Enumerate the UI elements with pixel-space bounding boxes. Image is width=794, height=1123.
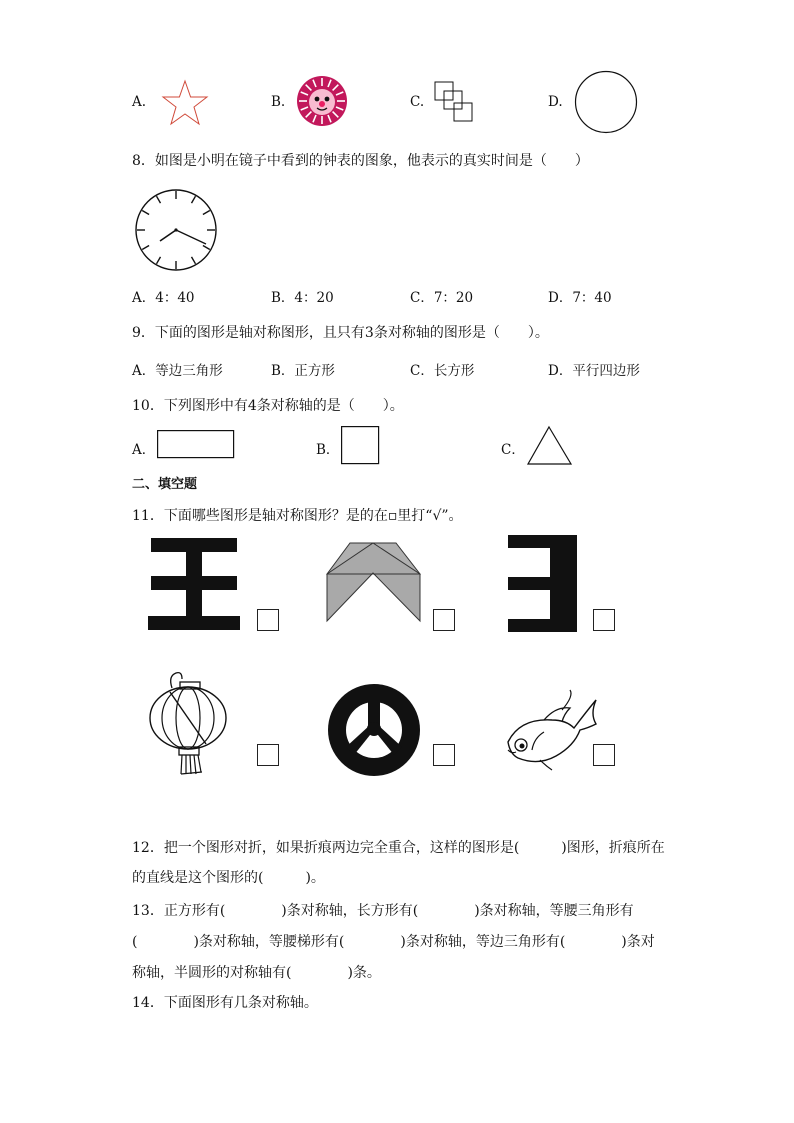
wang-character-figure xyxy=(148,538,240,632)
q9-option-b: B．正方形 xyxy=(271,363,335,379)
q11-checkbox-6[interactable] xyxy=(593,744,615,766)
q9-option-d: D．平行四边形 xyxy=(548,363,640,379)
q11-checkbox-3[interactable] xyxy=(593,609,615,631)
rectangle-icon xyxy=(157,430,235,460)
q11-checkbox-4[interactable] xyxy=(257,744,279,766)
q11-checkbox-1[interactable] xyxy=(257,609,279,631)
lantern-figure xyxy=(146,670,236,778)
question-12-line-1: 12．把一个图形对折，如果折痕两边完全重合，这样的图形是( )图形，折痕所在 xyxy=(132,840,665,856)
q10-option-a: A． xyxy=(132,442,156,458)
q11-checkbox-5[interactable] xyxy=(433,744,455,766)
q7-option-d-label: D. xyxy=(548,94,563,110)
q7-option-b-label: B. xyxy=(271,94,286,110)
square-icon xyxy=(341,426,381,466)
question-11-text: 11．下面哪些图形是轴对称图形？是的在▫里打“√”。 xyxy=(132,508,463,524)
triangle-icon xyxy=(527,426,573,466)
peace-wheel-figure xyxy=(326,683,424,777)
circle-icon xyxy=(574,70,638,134)
q10-option-c: C． xyxy=(501,442,525,458)
question-9-text: 9．下面的图形是轴对称图形，且只有3条对称轴的图形是（ ）。 xyxy=(132,325,549,341)
question-10-text: 10．下列图形中有4条对称轴的是（ ）。 xyxy=(132,398,404,414)
star-icon xyxy=(160,79,210,127)
question-12-line-2: 的直线是这个图形的( )。 xyxy=(132,870,325,886)
reversed-e-figure xyxy=(508,535,578,633)
q10-option-b: B． xyxy=(316,442,340,458)
q9-option-a: A．等边三角形 xyxy=(132,363,223,379)
section-title: 二、填空题 xyxy=(132,477,198,492)
q7-option-c-label: C. xyxy=(410,94,425,110)
fish-figure xyxy=(504,690,602,770)
q7-option-a-label: A. xyxy=(132,94,147,110)
overlapping-squares-icon xyxy=(434,81,476,125)
q8-option-b: B．4：20 xyxy=(271,290,334,306)
question-13-line-1: 13．正方形有( )条对称轴，长方形有( )条对称轴，等腰三角形有 xyxy=(132,903,634,919)
q9-option-c: C．长方形 xyxy=(410,363,475,379)
question-8-text: 8．如图是小明在镜子中看到的钟表的图象，他表示的真实时间是（ ） xyxy=(132,153,589,169)
question-13-line-2: ( )条对称轴，等腰梯形有( )条对称轴，等边三角形有( )条对 xyxy=(132,934,655,950)
clock-icon xyxy=(134,188,220,274)
chevron-roof-figure xyxy=(326,542,422,624)
q11-checkbox-2[interactable] xyxy=(433,609,455,631)
question-13-line-3: 称轴，半圆形的对称轴有( )条。 xyxy=(132,965,381,981)
q8-option-a: A．4：40 xyxy=(132,290,195,306)
q8-option-c: C．7：20 xyxy=(410,290,474,306)
question-14-text: 14．下面图形有几条对称轴。 xyxy=(132,995,318,1011)
q8-option-d: D．7：40 xyxy=(548,290,612,306)
lion-face-icon xyxy=(296,75,348,127)
